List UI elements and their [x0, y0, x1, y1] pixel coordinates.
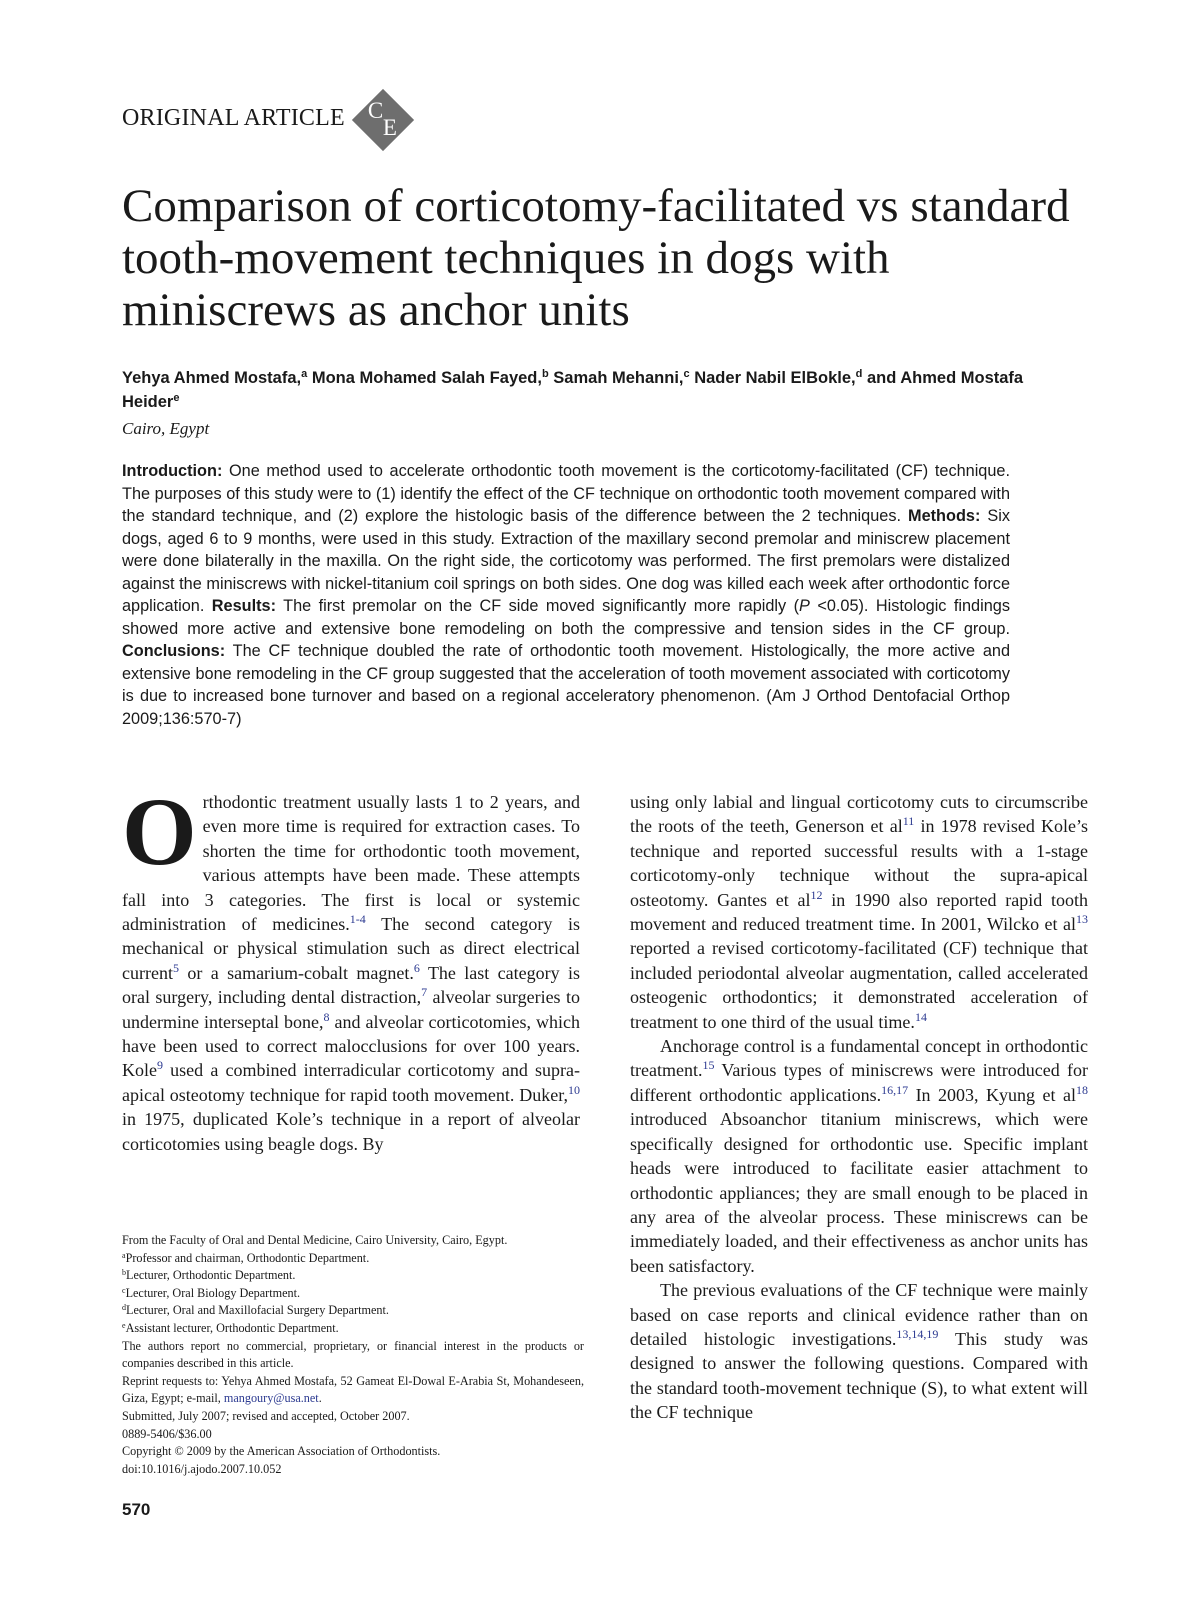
- page-number: 570: [122, 1500, 151, 1519]
- author-affiliation-mark: d: [855, 368, 863, 380]
- author-affiliation-mark: c: [683, 368, 690, 380]
- citation-reference: 8: [323, 1009, 330, 1024]
- body-text: The last category is oral surgery, including dental distraction,: [122, 962, 581, 1008]
- footnote-from: From the Faculty of Oral and Dental Medicine, Cairo University, Cairo, Egypt.: [122, 1233, 508, 1247]
- affiliation-item: [122, 1320, 584, 1338]
- drop-cap: O: [122, 778, 197, 885]
- author-name: Nader Nabil ElBokle,: [694, 369, 856, 387]
- body-text: Anchorage control is a fundamental concept in orthodontic treatment.: [630, 1036, 1088, 1081]
- author-affiliation-mark: b: [541, 368, 549, 380]
- abstract-results-label: Results:: [211, 597, 277, 615]
- footnote-disclosure: The authors report no commercial, proprietary, or financial interest in the products or companies described in this article.: [122, 1338, 584, 1371]
- abstract-methods-label: Methods:: [908, 507, 981, 525]
- body-text: In 2003, Kyung et al: [908, 1084, 1076, 1105]
- abstract-conclusions-text: The CF technique doubled the rate of orthodontic tooth movement. Histologically, the more active and extensive bone remodeling in the CF group suggested that the acceleration of tooth movement associated with corticotomy is due to increased bone turnover and based on a regional acceleratory phenomenon. (Am J Orthod Dentofacial Orthop 2009;136:570-7): [122, 642, 1010, 728]
- abstract-results-text-2: <0.05). Histologic findings showed more active and extensive bone remodeling on both the compressive and tension sides in the CF group.: [122, 597, 1010, 638]
- body-text: reported a revised corticotomy-facilitated (CF) technique that included periodontal alveolar augmentation, called accelerated osteogenic orthodontics; it demonstrated acceleration of treatment to one third of the usual time.: [630, 938, 1088, 1032]
- body-column-right: [630, 790, 1088, 1425]
- citation-reference: 12: [810, 887, 823, 902]
- body-text: introduced Absoanchor titanium miniscrews, which were specifically designed for orthodontic use. Specific implant heads were introduced to facilitate easier attachment to orthodontic appliances; they are small enough to be placed in any area of the alveolar process. These miniscrews can be immediately loaded, and their effectiveness as anchor units has been satisfactory.: [630, 1109, 1088, 1276]
- citation-reference: 18: [1076, 1082, 1088, 1097]
- body-text: in 1978 revised Kole’s technique and reported successful results with a 1-stage corticotomy-only technique without the supra-apical osteotomy. Gantes et al: [630, 816, 1088, 910]
- citation-reference: 13: [1076, 912, 1088, 927]
- affiliation-mark: c: [122, 1285, 126, 1295]
- affiliation-text: Lecturer, Orthodontic Department.: [126, 1268, 296, 1283]
- citation-reference: 15: [702, 1058, 715, 1073]
- affiliation-mark: d: [122, 1303, 126, 1313]
- affiliation-item: [122, 1285, 584, 1303]
- author-affiliation-mark: e: [173, 392, 180, 404]
- abstract-conclusions-label: Conclusions:: [122, 642, 226, 660]
- body-column-left: [122, 778, 581, 1156]
- author-name: Mona Mohamed Salah Fayed,: [311, 369, 542, 387]
- body-text: rthodontic treatment usually lasts 1 to 2 years, and even more time is required for extraction cases. To shorten the time for orthodontic tooth movement, various attempts have been made. These attempts fall into 3 categories. The first is local or systemic administration of medicines.: [122, 792, 580, 935]
- body-paragraph: [630, 1034, 1088, 1278]
- citation-reference: 16,17: [881, 1082, 909, 1097]
- footnotes: [122, 1232, 584, 1478]
- email-link[interactable]: mangoury@usa.net: [223, 1391, 319, 1406]
- citation-reference: 10: [568, 1082, 580, 1097]
- citation-reference: 5: [172, 960, 179, 975]
- affiliation-text: Lecturer, Oral Biology Department.: [125, 1285, 301, 1300]
- body-text: in 1975, duplicated Kole’s technique in a report of alveolar corticotomies using beagle dogs. By: [122, 1109, 580, 1154]
- affiliation-text: Lecturer, Oral and Maxillofacial Surgery Department.: [126, 1303, 389, 1318]
- author-location: Cairo, Egypt: [122, 419, 210, 438]
- body-text: using only labial and lingual corticotomy cuts to circumscribe the roots of the teeth, Generson et al: [630, 792, 1088, 837]
- citation-reference: 6: [413, 960, 420, 975]
- affiliation-mark: e: [122, 1320, 126, 1330]
- abstract-intro-label: Introduction:: [122, 462, 223, 480]
- affiliation-mark: b: [122, 1268, 126, 1278]
- author-name: and Ahmed Mostafa Heider: [122, 369, 1024, 411]
- citation-reference: 9: [157, 1058, 163, 1073]
- body-text: in 1990 also reported rapid tooth movement and reduced treatment time. In 2001, Wilcko et al: [630, 889, 1088, 935]
- ce-badge-c: C: [367, 98, 384, 123]
- section-label: ORIGINAL ARTICLE: [122, 104, 345, 131]
- body-text: and alveolar corticotomies, which have been used to correct malocclusions for over 100 years. Kole: [122, 1011, 580, 1081]
- citation-reference: 1-4: [349, 912, 366, 927]
- citation-reference: 14: [914, 1009, 927, 1024]
- article-title: Comparison of corticotomy-facilitated vs standard tooth-movement techniques in dogs with miniscrews as anchor units: [122, 180, 1070, 336]
- footnote-reprint: [122, 1373, 584, 1408]
- body-paragraph: [630, 1278, 1088, 1424]
- author-affiliation-mark: a: [301, 368, 308, 380]
- body-paragraph: [122, 778, 581, 1156]
- body-text: used a combined interradicular corticotomy and supra-apical osteotomy technique for rapid tooth movement. Duker,: [122, 1060, 580, 1105]
- footnote-issn: 0889-5406/$36.00: [122, 1426, 212, 1441]
- abstract-methods-text: Six dogs, aged 6 to 9 months, were used in this study. Extraction of the maxillary second premolar and miniscrew placement were done bilaterally in the maxilla. On the right side, the corticotomy was performed. The first premolars were distalized against the miniscrews with nickel-titanium coil springs on both sides. One dog was killed each week after orthodontic force application.: [122, 507, 1010, 615]
- body-text: Various types of miniscrews were introduced for different orthodontic applications.: [630, 1060, 1088, 1105]
- abstract-p-value: P: [799, 597, 810, 615]
- affiliation-list: [122, 1250, 584, 1338]
- affiliation-text: Professor and chairman, Orthodontic Department.: [125, 1250, 370, 1265]
- body-text: The second category is mechanical or physical stimulation such as direct electrical current: [122, 914, 580, 983]
- author-name: Yehya Ahmed Mostafa,: [122, 369, 302, 387]
- affiliation-item: [122, 1250, 584, 1268]
- body-paragraph: [630, 790, 1088, 1034]
- abstract: [122, 460, 1010, 730]
- ce-badge-icon: [351, 88, 415, 152]
- affiliation-text: Assistant lecturer, Orthodontic Department.: [125, 1320, 339, 1335]
- reprint-text: Reprint requests to: Yehya Ahmed Mostafa, 52 Gameat El-Dowal E-Arabia St, Mohandeseen, Giza, Egypt; e-mail,: [122, 1373, 584, 1406]
- abstract-results-text: The first premolar on the CF side moved significantly more rapidly (: [276, 597, 800, 615]
- affiliation-item: [122, 1267, 584, 1285]
- body-text: The previous evaluations of the CF technique were mainly based on case reports and clinical evidence rather than on detailed histologic investigations.: [630, 1280, 1088, 1349]
- section-header: [122, 84, 415, 152]
- footnote-doi: doi:10.1016/j.ajodo.2007.10.052: [122, 1461, 282, 1476]
- author-list: [122, 366, 1082, 414]
- body-text: alveolar surgeries to undermine interseptal bone,: [122, 987, 580, 1032]
- body-text: This study was designed to answer the following questions. Compared with the standard tooth-movement technique (S), to what extent will the CF technique: [630, 1328, 1088, 1423]
- citation-reference: 13,14,19: [896, 1326, 939, 1341]
- footnote-submitted: Submitted, July 2007; revised and accepted, October 2007.: [122, 1408, 410, 1423]
- reprint-end: .: [318, 1391, 322, 1406]
- body-text: or a samarium-cobalt magnet.: [178, 962, 414, 983]
- citation-reference: 11: [902, 814, 915, 829]
- author-name: Samah Mehanni,: [553, 369, 684, 387]
- ce-badge-e: E: [382, 115, 397, 140]
- abstract-intro-text: One method used to accelerate orthodontic tooth movement is the corticotomy-facilitated (CF) technique. The purposes of this study were to (1) identify the effect of the CF technique on orthodontic tooth movement compared with the standard technique, and (2) explore the histologic basis of the difference between the 2 techniques.: [122, 462, 1010, 525]
- affiliation-item: [122, 1302, 584, 1320]
- citation-reference: 7: [421, 985, 428, 1000]
- footnote-copyright: Copyright © 2009 by the American Association of Orthodontists.: [122, 1444, 441, 1459]
- affiliation-mark: a: [122, 1250, 126, 1260]
